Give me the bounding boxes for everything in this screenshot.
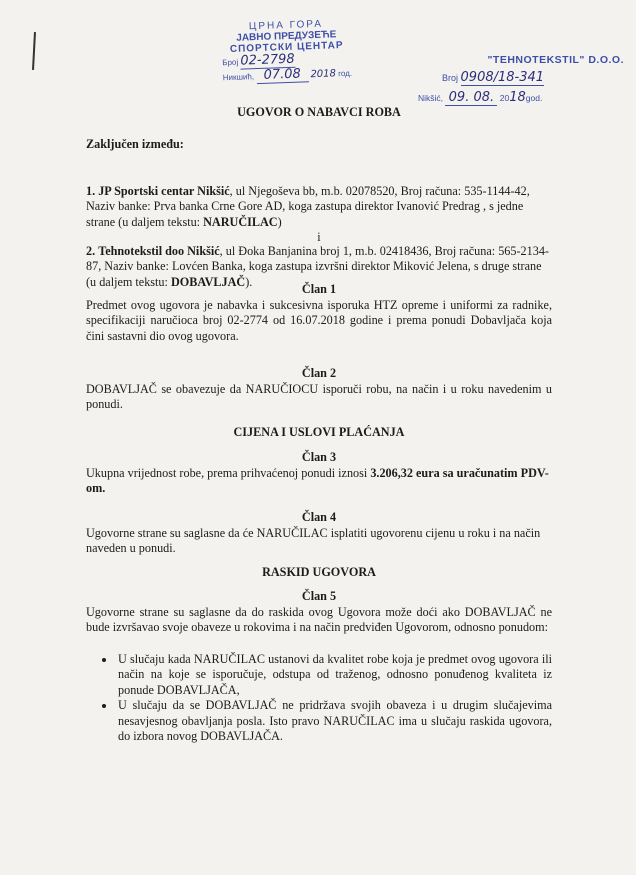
party-1-role: NARUČILAC xyxy=(203,214,278,229)
stamp-broj-label: Broj xyxy=(442,73,459,83)
stamp-year-suffix: год. xyxy=(337,68,353,79)
article-1-text: Predmet ovog ugovora je nabavka i sukcesivna isporuka HTZ opreme i uniformi za radnike, specifikaciji naručioca broj 02-2774 od 16.07.2018 godine i prema ponudi Dobavljača koja čini sastavni dio ovog ugovora. xyxy=(86,298,552,343)
article-4-title: Član 4 xyxy=(301,510,337,524)
stamp-broj-row xyxy=(418,70,624,86)
party-2-details: , ul Đoka Banjanina broj 1, m.b. 02418436, Broj računa: 565-2134-87, Naziv banke: Lovćen Banka, koga zastupa izvršni direktor Miković Jelena, s druge strane (u daljem tekstu: xyxy=(86,244,549,289)
section-price-heading: CIJENA I USLOVI PLAĆANJA xyxy=(233,425,405,439)
stamp-year-handwritten-right: 18 xyxy=(509,90,526,105)
article-2-title: Član 2 xyxy=(301,366,337,380)
stamp-place-label: Никшић, xyxy=(222,72,255,83)
article-3-title: Član 3 xyxy=(301,450,337,464)
article-3-paragraph xyxy=(86,466,552,497)
stamp-company-name: "TEHNOTEKSTIL" D.O.O. xyxy=(487,54,624,66)
stamp-year-handwritten: 2018 xyxy=(310,68,337,81)
party-1-paragraph xyxy=(86,184,552,230)
sports-center-stamp xyxy=(207,17,367,92)
stamp-place-label-right: Nikšić, xyxy=(418,93,444,103)
stamp-date-handwritten: 07.08 xyxy=(263,66,302,83)
party-2-end: ). xyxy=(245,274,253,289)
stamp-line-enterprise: ЈАВНО ПРЕДУЗЕЋЕ xyxy=(236,29,337,44)
list-item: • U slučaju kada NARUČILAC ustanovi da kvalitet robe koja je predmet ovog ugovora ili način na koje se isporučuje, odstupa od traženog, odnosno ponuđenog kvaliteta iz ponude DOBAVLJAČA, xyxy=(116,652,552,698)
stamp-date-row-right xyxy=(418,90,624,106)
stamp-year-suffix-right: god. xyxy=(525,93,543,103)
stamp-line-center: СПОРТСКИ ЦЕНТАР xyxy=(229,40,344,55)
margin-pen-mark xyxy=(32,32,36,70)
party-2-number: 2. xyxy=(86,244,96,258)
article-3-amount: 3.206,32 eura sa uračunatim PDV-om. xyxy=(86,466,549,496)
party-2-name: Tehnotekstil doo Nikšić xyxy=(98,244,220,258)
party-1-end: ) xyxy=(277,214,282,229)
stamp-number-handwritten: 02-2798 xyxy=(240,51,295,69)
concluded-between: Zaključen između: xyxy=(86,137,184,151)
stamp-year-prefix: 20 xyxy=(499,93,510,103)
article-4-text: Ugovorne strane su saglasne da će NARUČILAC isplatiti ugovorenu cijenu u roku i na način naveden u ponudi. xyxy=(86,526,541,556)
stamp-date-handwritten-right: 09. 08. xyxy=(448,90,495,105)
section-termination-heading: RASKID UGOVORA xyxy=(262,565,376,579)
party-1-number: 1. xyxy=(86,184,96,198)
tehnotekstil-stamp xyxy=(418,54,624,108)
party-1-name: JP Sportski centar Nikšić xyxy=(98,184,230,198)
stamp-number-label: Број xyxy=(222,57,239,68)
list-item: • U slučaju da se DOBAVLJAČ ne pridržava svojih obaveza i u drugim slučajevima nesavjesnog obavljanja posla. Isto pravo NARUČILAC ima u slučaju raskida ugovora, do izbora novog DOBAVLJAČA. xyxy=(116,698,552,744)
article-3-text: Ukupna vrijednost robe, prema prihvaćenoj ponudi iznosi xyxy=(86,466,371,480)
and-separator: i xyxy=(317,230,321,244)
party-1-details: , ul Njegoševa bb, m.b. 02078520, Broj računa: 535-1144-42, Naziv banke: Prva banka Crne Gore AD, koga zastupa direktor Ivanović Predrag , s jedne strane (u daljem tekstu: xyxy=(86,184,530,229)
article-5-bullet-list xyxy=(86,652,552,744)
article-5-text: Ugovorne strane su saglasne da do raskida ovog Ugovora može doći ako DOBAVLJAČ ne bude izvršavao svoje obaveze u rokovima i na način predviđen Ugovorom, odnosno ponudom: xyxy=(86,605,552,635)
article-5-title: Član 5 xyxy=(301,589,337,603)
document-title: UGOVOR O NABAVCI ROBA xyxy=(237,105,401,119)
stamp-broj-handwritten: 0908/18-341 xyxy=(460,70,545,85)
article-1-title: Član 1 xyxy=(301,282,337,296)
party-2-role: DOBAVLJAČ xyxy=(170,274,246,289)
stamp-line-country: ЦРНА ГОРА xyxy=(248,18,324,33)
article-2-text: DOBAVLJAČ se obavezuje da NARUČIOCU isporuči robu, na način i u roku navedenim u ponudi. xyxy=(86,382,552,412)
